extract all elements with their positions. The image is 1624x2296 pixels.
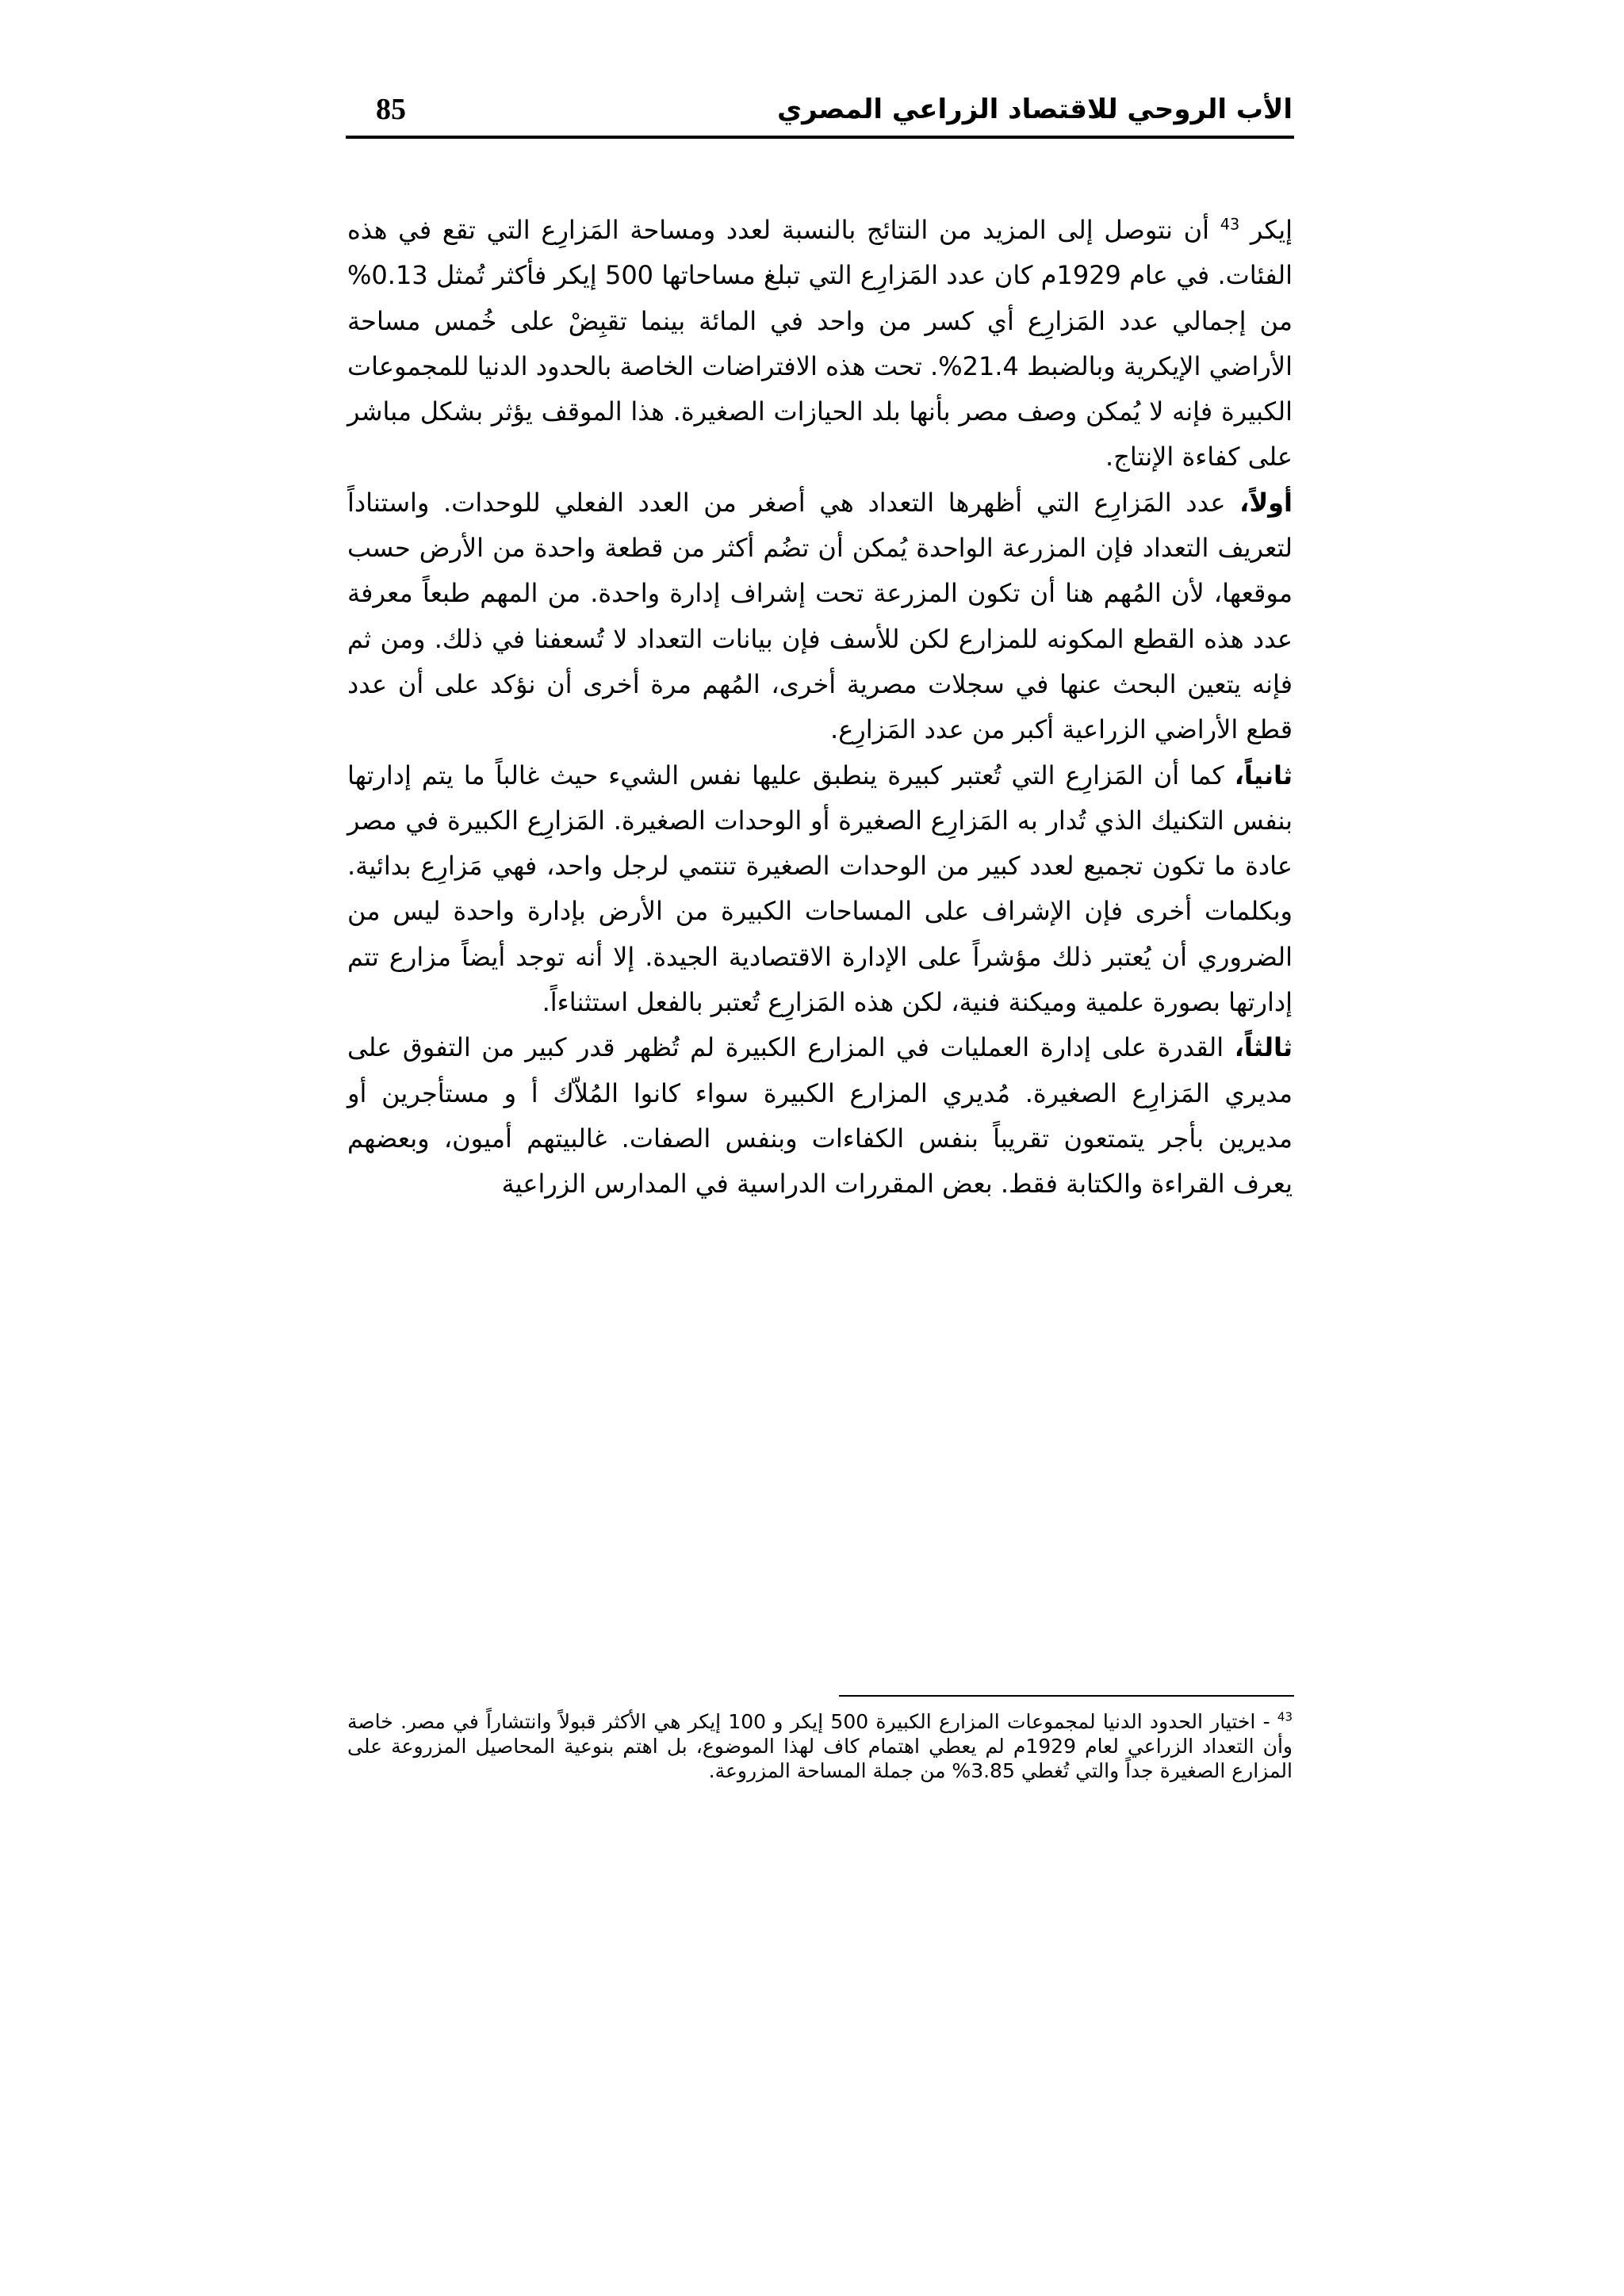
page-number: 85 <box>376 93 406 126</box>
footnote-rule <box>839 1695 1294 1697</box>
footnote-43 <box>347 1709 1293 1783</box>
paragraph-1 <box>347 208 1293 480</box>
paragraph-4-lead: ثالثاً، <box>1234 1032 1293 1063</box>
paragraph-2-text: عدد المَزارِع التي أظهرها التعداد هي أصغر من العدد الفعلي للوحدات. واستناداً لتعريف التعداد فإن المزرعة الواحدة يُمكن أن تضُم أكثر من قطعة واحدة من الأرض حسب موقعها، لأن المُهم هنا أن تكون المزرعة تحت إشراف إدارة واحدة. من المهم طبعاً معرفة عدد هذه القطع المكونه للمزارع لكن للأسف فإن بيانات التعداد لا تُسعفنا في ذلك. ومن ثم فإنه يتعين البحث عنها في سجلات مصرية أخرى، المُهم مرة أخرى أن نؤكد على أن عدد قطع الأراضي الزراعية أكبر من عدد المَزارِع. <box>347 487 1293 745</box>
paragraph-3-lead: ثانياً، <box>1234 760 1293 790</box>
footnote-number: 43 <box>1277 1709 1293 1724</box>
paragraph-2-lead: أولاً، <box>1239 487 1293 518</box>
footnote <box>347 1709 1293 1783</box>
paragraph-1-text: أن نتوصل إلى المزيد من النتائج بالنسبة لعدد ومساحة المَزارِع التي تقع في هذه الفئات. في عام 1929م كان عدد المَزارِع التي تبلغ مساحاتها 500 إيكر فأكثر تُمثل 0.13% من إجمالي عدد المَزارِع أي كسر من واحد في المائة بينما تقبِضْ على خُمس مساحة الأراضي الإيكرية وبالضبط 21.4%. تحت هذه الافتراضات الخاصة بالحدود الدنيا للمجموعات الكبيرة فإنه لا يُمكن وصف مصر بأنها بلد الحيازات الصغيرة. هذا الموقف يؤثر بشكل مباشر على كفاءة الإنتاج. <box>347 215 1293 473</box>
paragraph-3-text: كما أن المَزارِع التي تُعتبر كبيرة ينطبق عليها نفس الشيء حيث غالباً ما يتم إدارتها بنفس التكنيك الذي تُدار به المَزارِع الصغيرة أو الوحدات الصغيرة. المَزارِع الكبيرة في مصر عادة ما تكون تجميع لعدد كبير من الوحدات الصغيرة تنتمي لرجل واحد، فهي مَزارِع بدائية. وبكلمات أخرى فإن الإشراف على المساحات الكبيرة من الأرض بإدارة واحدة ليس من الضروري أن يُعتبر ذلك مؤشراً على الإدارة الاقتصادية الجيدة. إلا أنه توجد أيضاً مزارع تتم إدارتها بصورة علمية وميكنة فنية، لكن هذه المَزارِع تُعتبر بالفعل استثناءاً. <box>347 760 1293 1018</box>
running-header <box>347 89 1293 136</box>
paragraph-2 <box>347 480 1293 753</box>
paragraph-4 <box>347 1025 1293 1207</box>
book-title: الأب الروحي للاقتصاد الزراعي المصري <box>777 94 1293 125</box>
footnote-reference[interactable]: 43 <box>1220 215 1240 234</box>
paragraph-4-text: القدرة على إدارة العمليات في المزارع الكبيرة لم تُظهر قدر كبير من التفوق على مديري المَزارِع الصغيرة. مُديري المزارع الكبيرة سواء كانوا المُلاّك أ و مستأجرين أو مديرين بأجر يتمتعون تقريباً بنفس الكفاءات وبنفس الصفات. غالبيتهم أميون، وبعضهم يعرف القراءة والكتابة فقط. بعض المقررات الدراسية في المدارس الزراعية <box>347 1032 1293 1200</box>
header-rule <box>346 136 1294 139</box>
paragraph-3 <box>347 753 1293 1026</box>
paragraph-1-start: إيكر <box>1250 215 1293 245</box>
footnote-text: - اختيار الحدود الدنيا لمجموعات المزارع الكبيرة 500 إيكر و 100 إيكر هي الأكثر قبولاً وانتشاراً في مصر. خاصة وأن التعداد الزراعي لعام 1929م لم يعطي اهتمام كاف لهذا الموضوع، بل اهتم بنوعية المحاصيل المزروعة على المزارع الصغيرة جداً والتي تُغطي 3.85% من جملة المساحة المزروعة. <box>347 1710 1293 1782</box>
body-text <box>347 208 1293 1207</box>
